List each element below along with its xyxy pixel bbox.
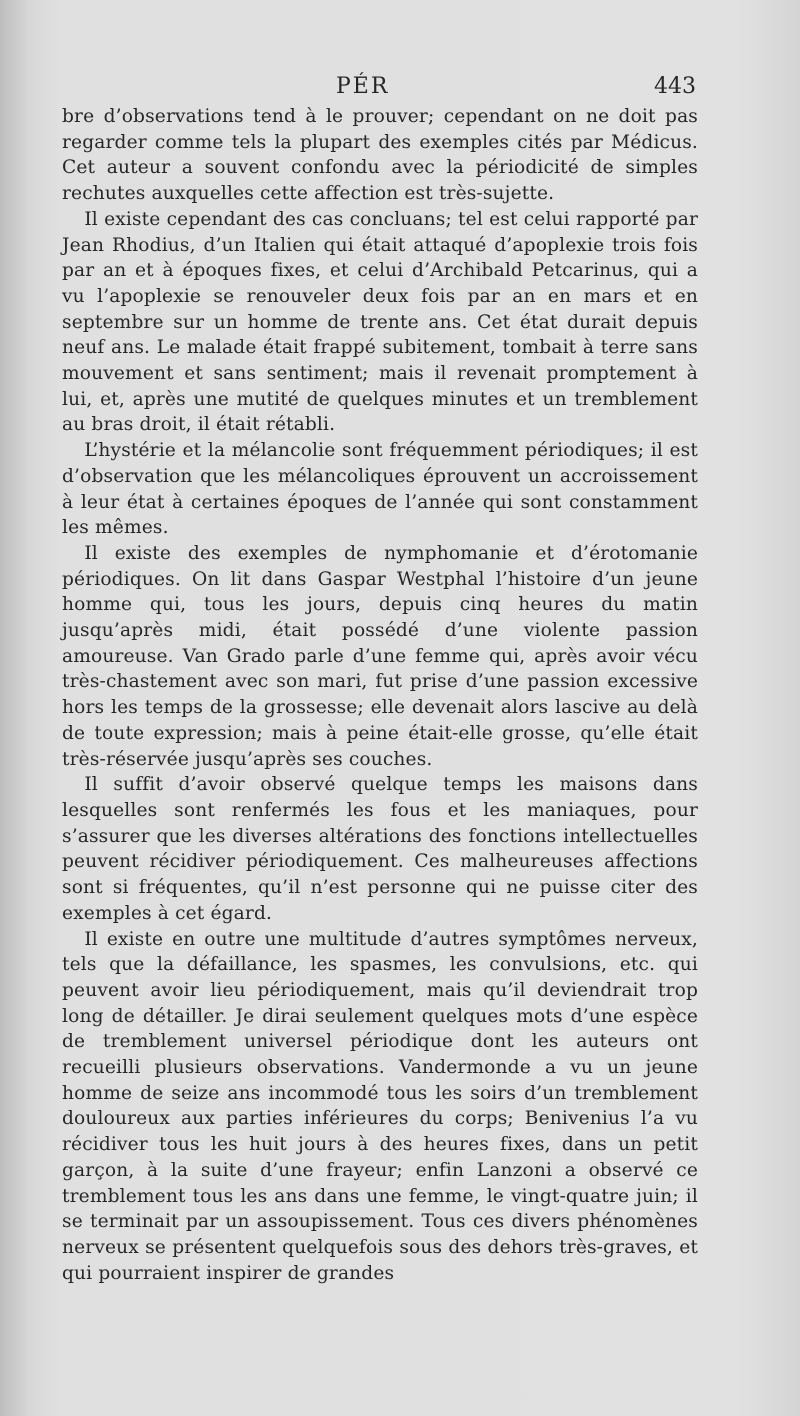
- paragraph-1: bre d’observations tend à le prouver; cependant on ne doit pas regarder comme tels la plupart des exemples cités par Médicus. Cet auteur a souvent confondu avec la périodicité de simples rechutes auxquelles cette affection est très-sujette.: [62, 106, 698, 205]
- running-head: PÉR: [336, 74, 390, 99]
- paragraph-3: L’hystérie et la mélancolie sont fréquemment périodiques; il est d’observation que les mélancoliques éprouvent un accroissement à leur état à certaines époques de l’année qui sont constamment les mêmes.: [62, 440, 698, 539]
- paragraph-2: Il existe cependant des cas concluans; tel est celui rapporté par Jean Rhodius, d’un Italien qui était attaqué d’apoplexie trois fois par an et à époques fixes, et celui d’Archibald Petcarinus, qui a vu l’apoplexie se renouveler deux fois par an en mars et en septembre sur un homme de trente ans. Cet état durait depuis neuf ans. Le malade était frappé subitement, tombait à terre sans mouvement et sans sentiment; mais il revenait promptement à lui, et, après une mutité de quelques minutes et un tremblement au bras droit, il était rétabli.: [62, 208, 698, 436]
- paragraph-6: Il existe en outre une multitude d’autres symptômes nerveux, tels que la défaillance, les spasmes, les convulsions, etc. qui peuvent avoir lieu périodiquement, mais qu’il deviendrait trop long de détailler. Je dirai seulement quelques mots d’une espèce de tremblement universel périodique dont les auteurs ont recueilli plusieurs observations. Vandermonde a vu un jeune homme de seize ans incommodé tous les soirs d’un tremblement douloureux aux parties inférieures du corps; Benivenius l’a vu récidiver tous les huit jours à des heures fixes, dans un petit garçon, à la suite d’une frayeur; enfin Lanzoni a observé ce tremblement tous les ans dans une femme, le vingt-quatre juin; il se terminait par un assoupissement. Tous ces divers phénomènes nerveux se présentent quelquefois sous des dehors très-graves, et qui pourraient inspirer de grandes: [62, 928, 698, 1284]
- paragraph-5: Il suffit d’avoir observé quelque temps les maisons dans lesquelles sont renfermés les fous et les maniaques, pour s’assurer que les diverses altérations des fonctions intellectuelles peuvent récidiver périodiquement. Ces malheureuses affections sont si fréquentes, qu’il n’est personne qui ne puisse citer des exemples à cet égard.: [62, 774, 698, 924]
- body-text: [62, 104, 698, 1286]
- paragraph-4: Il existe des exemples de nymphomanie et d’érotomanie périodiques. On lit dans Gaspar Westphal l’histoire d’un jeune homme qui, tous les jours, depuis cinq heures du matin jusqu’après midi, était possédé d’une violente passion amoureuse. Van Grado parle d’une femme qui, après avoir vécu très-chastement avec son mari, fut prise d’une passion excessive hors les temps de la grossesse; elle devenait alors lascive au delà de toute expression; mais à peine était-elle grosse, qu’elle était très-réservée jusqu’après ses couches.: [62, 542, 698, 770]
- page-number: 443: [654, 74, 696, 99]
- page-header: [0, 74, 800, 108]
